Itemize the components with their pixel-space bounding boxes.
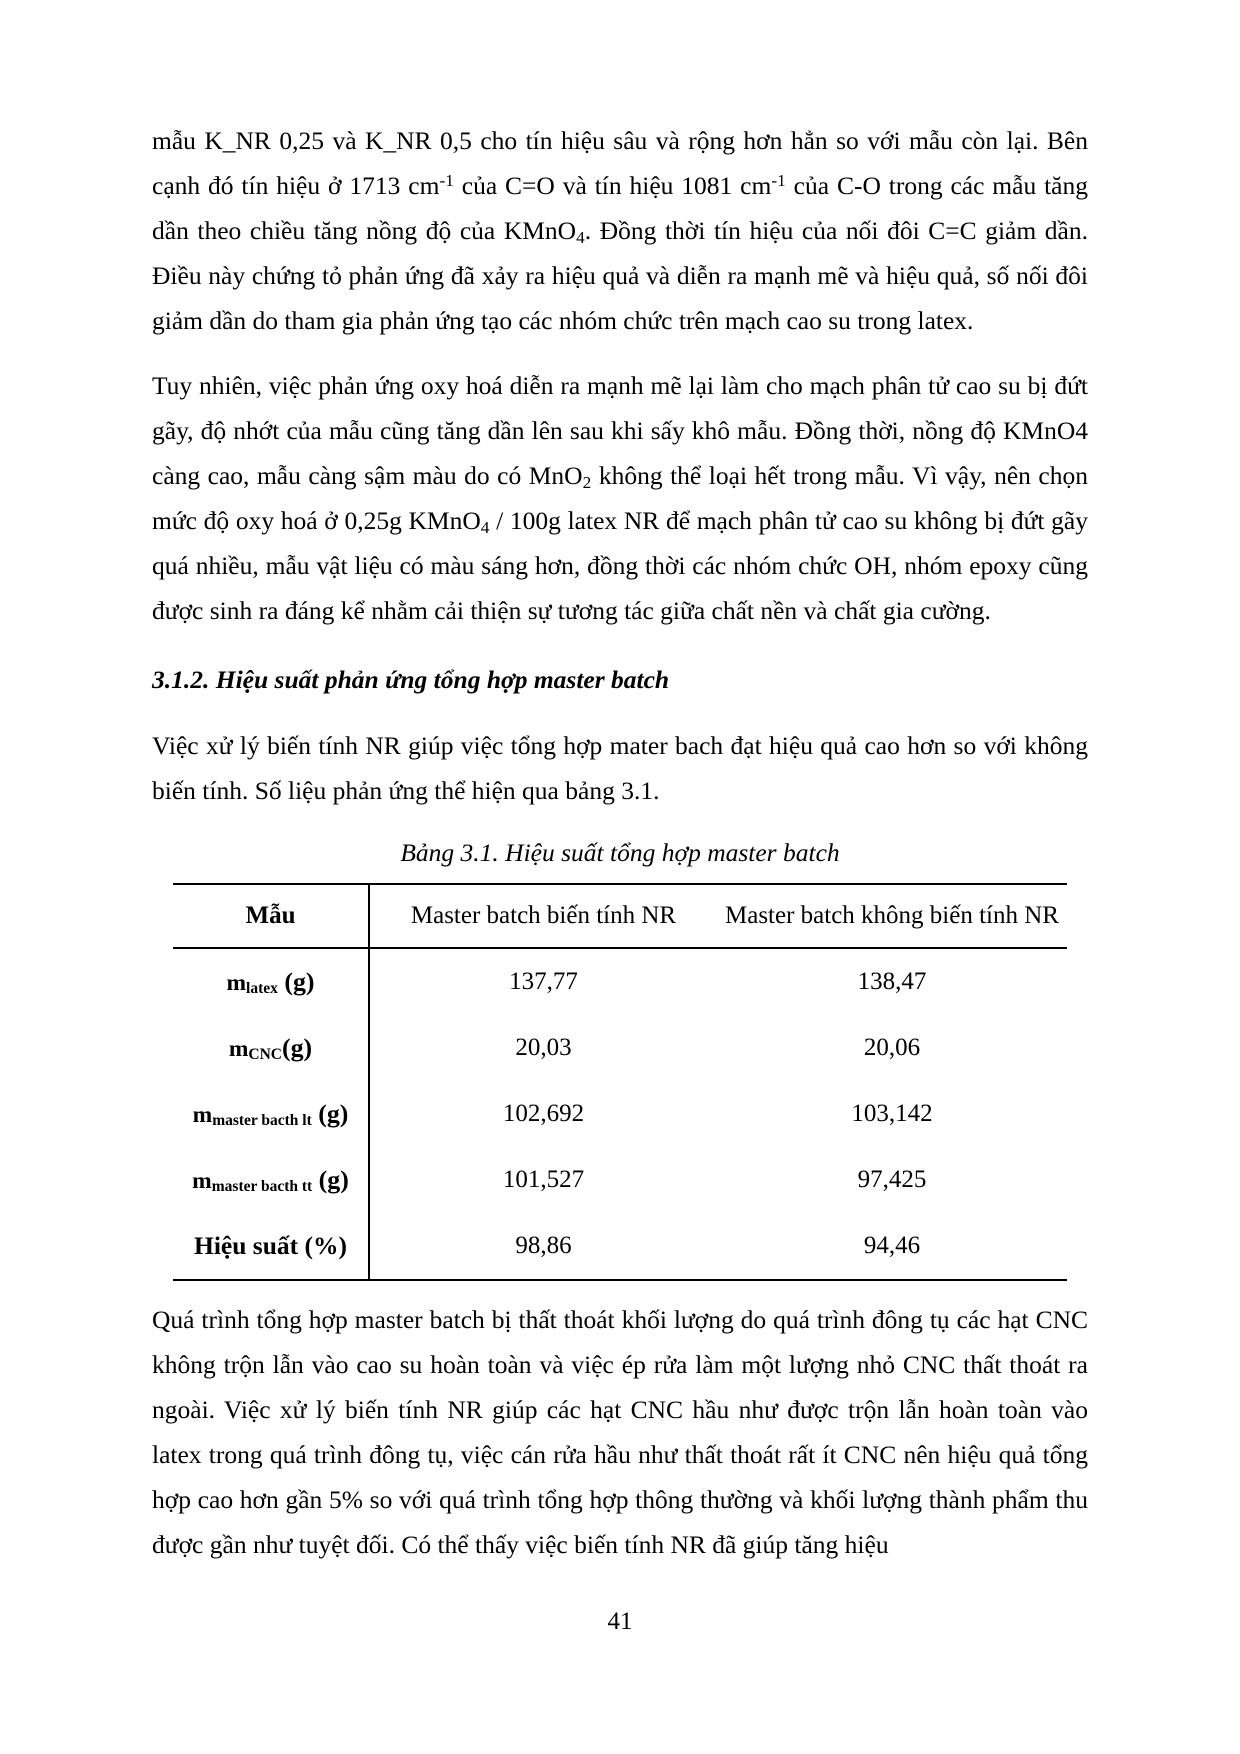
paragraph-2 <box>152 363 1088 633</box>
row-label-unit: (g) <box>277 967 315 996</box>
table-header-row <box>173 884 1067 948</box>
cell-unmodified-m-latex: 138,47 <box>857 968 927 995</box>
cell-modified-m-master-bacth-lt: 102,692 <box>502 1100 585 1127</box>
paragraph-2-part-b: không thể loại hết trong mẫu. Vì vậy, nên chọn mức độ oxy hoá ở 0,25g KMnO <box>152 461 1088 535</box>
paragraph-4: Quá trình tổng hợp master batch bị thất thoát khối lượng do quá trình đông tụ các hạt CNC không trộn lẫn vào cao su hoàn toàn và việc ép rửa làm một lượng nhỏ CNC thất thoát ra ngoài. Việc xử lý biến tính NR giúp các hạt CNC hầu như được trộn lẫn hoàn toàn vào latex trong quá trình đông tụ, việc cán rửa hầu như thất thoát rất ít CNC nên hiệu quả tổng hợp cao hơn gần 5% so với quá trình tổng hợp thông thường và khối lượng thành phẩm thu được gần như tuyệt đối. Có thể thấy việc biến tính NR đã giúp tăng hiệu <box>152 1305 1088 1559</box>
cell-modified-m-cnc: 20,03 <box>515 1034 572 1061</box>
row-label-symbol: m <box>192 1168 212 1194</box>
row-label-subscript: master bacth lt <box>212 1112 312 1130</box>
row-label-m-master-bacth-lt <box>173 1081 369 1147</box>
paragraph-2-part-c: / 100g latex NR để mạch phân tử cao su không bị đứt gãy quá nhiều, mẫu vật liệu có màu sáng hơn, đồng thời các nhóm chức OH, nhóm epoxy cũng được sinh ra đáng kể nhằm cải thiện sự tương tác giữa chất nền và chất gia cường. <box>152 506 1089 625</box>
table-header-sample: Mẫu <box>173 884 369 948</box>
page-content <box>152 118 1088 1567</box>
superscript-inverse-cm-2: -1 <box>771 171 786 191</box>
subscript-kmno4-2: 4 <box>480 517 490 537</box>
table-header-modified: Master batch biến tính NR <box>369 884 717 948</box>
cell-modified-m-latex: 137,77 <box>509 968 578 995</box>
cell-modified-efficiency: 98,86 <box>369 1213 717 1280</box>
table-row <box>173 1015 1067 1081</box>
paragraph-2-part-a: Tuy nhiên, việc phản ứng oxy hoá diễn ra mạnh mẽ lại làm cho mạch phân tử cao su bị đứt gãy, độ nhớt của mẫu cũng tăng dần lên sau khi sấy khô mẫu. Đồng thời, nồng độ KMnO4 càng cao, mẫu càng sậm màu do có MnO <box>152 371 1088 490</box>
table-header-unmodified: Master batch không biến tính NR <box>717 884 1067 948</box>
table-row <box>173 948 1067 1015</box>
cell-unmodified-m-master-bacth-tt: 97,425 <box>857 1166 927 1193</box>
master-batch-efficiency-table <box>173 883 1067 1281</box>
section-heading-3-1-2: 3.1.2. Hiệu suất phản ứng tổng hợp master batch <box>152 665 670 694</box>
row-label-subscript: latex <box>246 980 278 998</box>
row-label-m-cnc <box>173 1015 369 1081</box>
row-label-symbol: m <box>192 1102 213 1128</box>
row-label-unit: (g) <box>282 1033 313 1062</box>
table-row <box>173 1213 1067 1280</box>
row-label-subscript: CNC <box>248 1046 283 1064</box>
table-caption: Bảng 3.1. Hiệu suất tổng hợp master batch <box>400 838 840 867</box>
subscript-kmno4: 4 <box>576 227 585 247</box>
table-row <box>173 1081 1067 1147</box>
row-label-subscript: master bacth tt <box>211 1178 313 1196</box>
cell-unmodified-m-cnc: 20,06 <box>863 1034 921 1061</box>
paragraph-3: Việc xử lý biến tính NR giúp việc tổng hợp mater bach đạt hiệu quả cao hơn so với không biến tính. Số liệu phản ứng thể hiện qua bảng 3.1. <box>152 731 1088 805</box>
row-label-m-latex <box>173 948 369 1015</box>
cell-unmodified-m-master-bacth-lt: 103,142 <box>851 1100 933 1127</box>
row-label-m-master-bacth-tt <box>173 1147 369 1213</box>
page-number: 41 <box>607 1608 633 1635</box>
paragraph-1-part-d: . Đồng thời tín hiệu của nối đôi C=C giảm dần. Điều này chứng tỏ phản ứng đã xảy ra hiệu quả và diễn ra mạnh mẽ và hiệu quả, số nối đôi giảm dần do tham gia phản ứng tạo các nhóm chức trên mạch cao su trong latex. <box>152 216 1088 335</box>
row-label-symbol: m <box>228 1036 249 1062</box>
table-row <box>173 1147 1067 1213</box>
paragraph-1 <box>152 118 1088 343</box>
subscript-mno2: 2 <box>582 472 592 492</box>
cell-modified-m-master-bacth-tt: 101,527 <box>502 1166 585 1193</box>
paragraph-1-part-c: của C-O trong các mẫu tăng dần theo chiều tăng nồng độ của KMnO <box>152 171 1089 245</box>
paragraph-1-part-b: của C=O và tín hiệu 1081 cm <box>453 171 772 200</box>
row-label-symbol: m <box>226 970 247 996</box>
row-label-efficiency: Hiệu suất (%) <box>173 1213 369 1280</box>
cell-unmodified-efficiency: 94,46 <box>717 1213 1067 1280</box>
row-label-unit: (g) <box>311 1099 349 1128</box>
paragraph-1-part-a: mẫu K_NR 0,25 và K_NR 0,5 cho tín hiệu sâu và rộng hơn hẳn so với mẫu còn lại. Bên cạnh đó tín hiệu ở 1713 cm <box>152 126 1088 200</box>
row-label-unit: (g) <box>312 1165 349 1194</box>
superscript-inverse-cm-1: -1 <box>439 171 454 191</box>
